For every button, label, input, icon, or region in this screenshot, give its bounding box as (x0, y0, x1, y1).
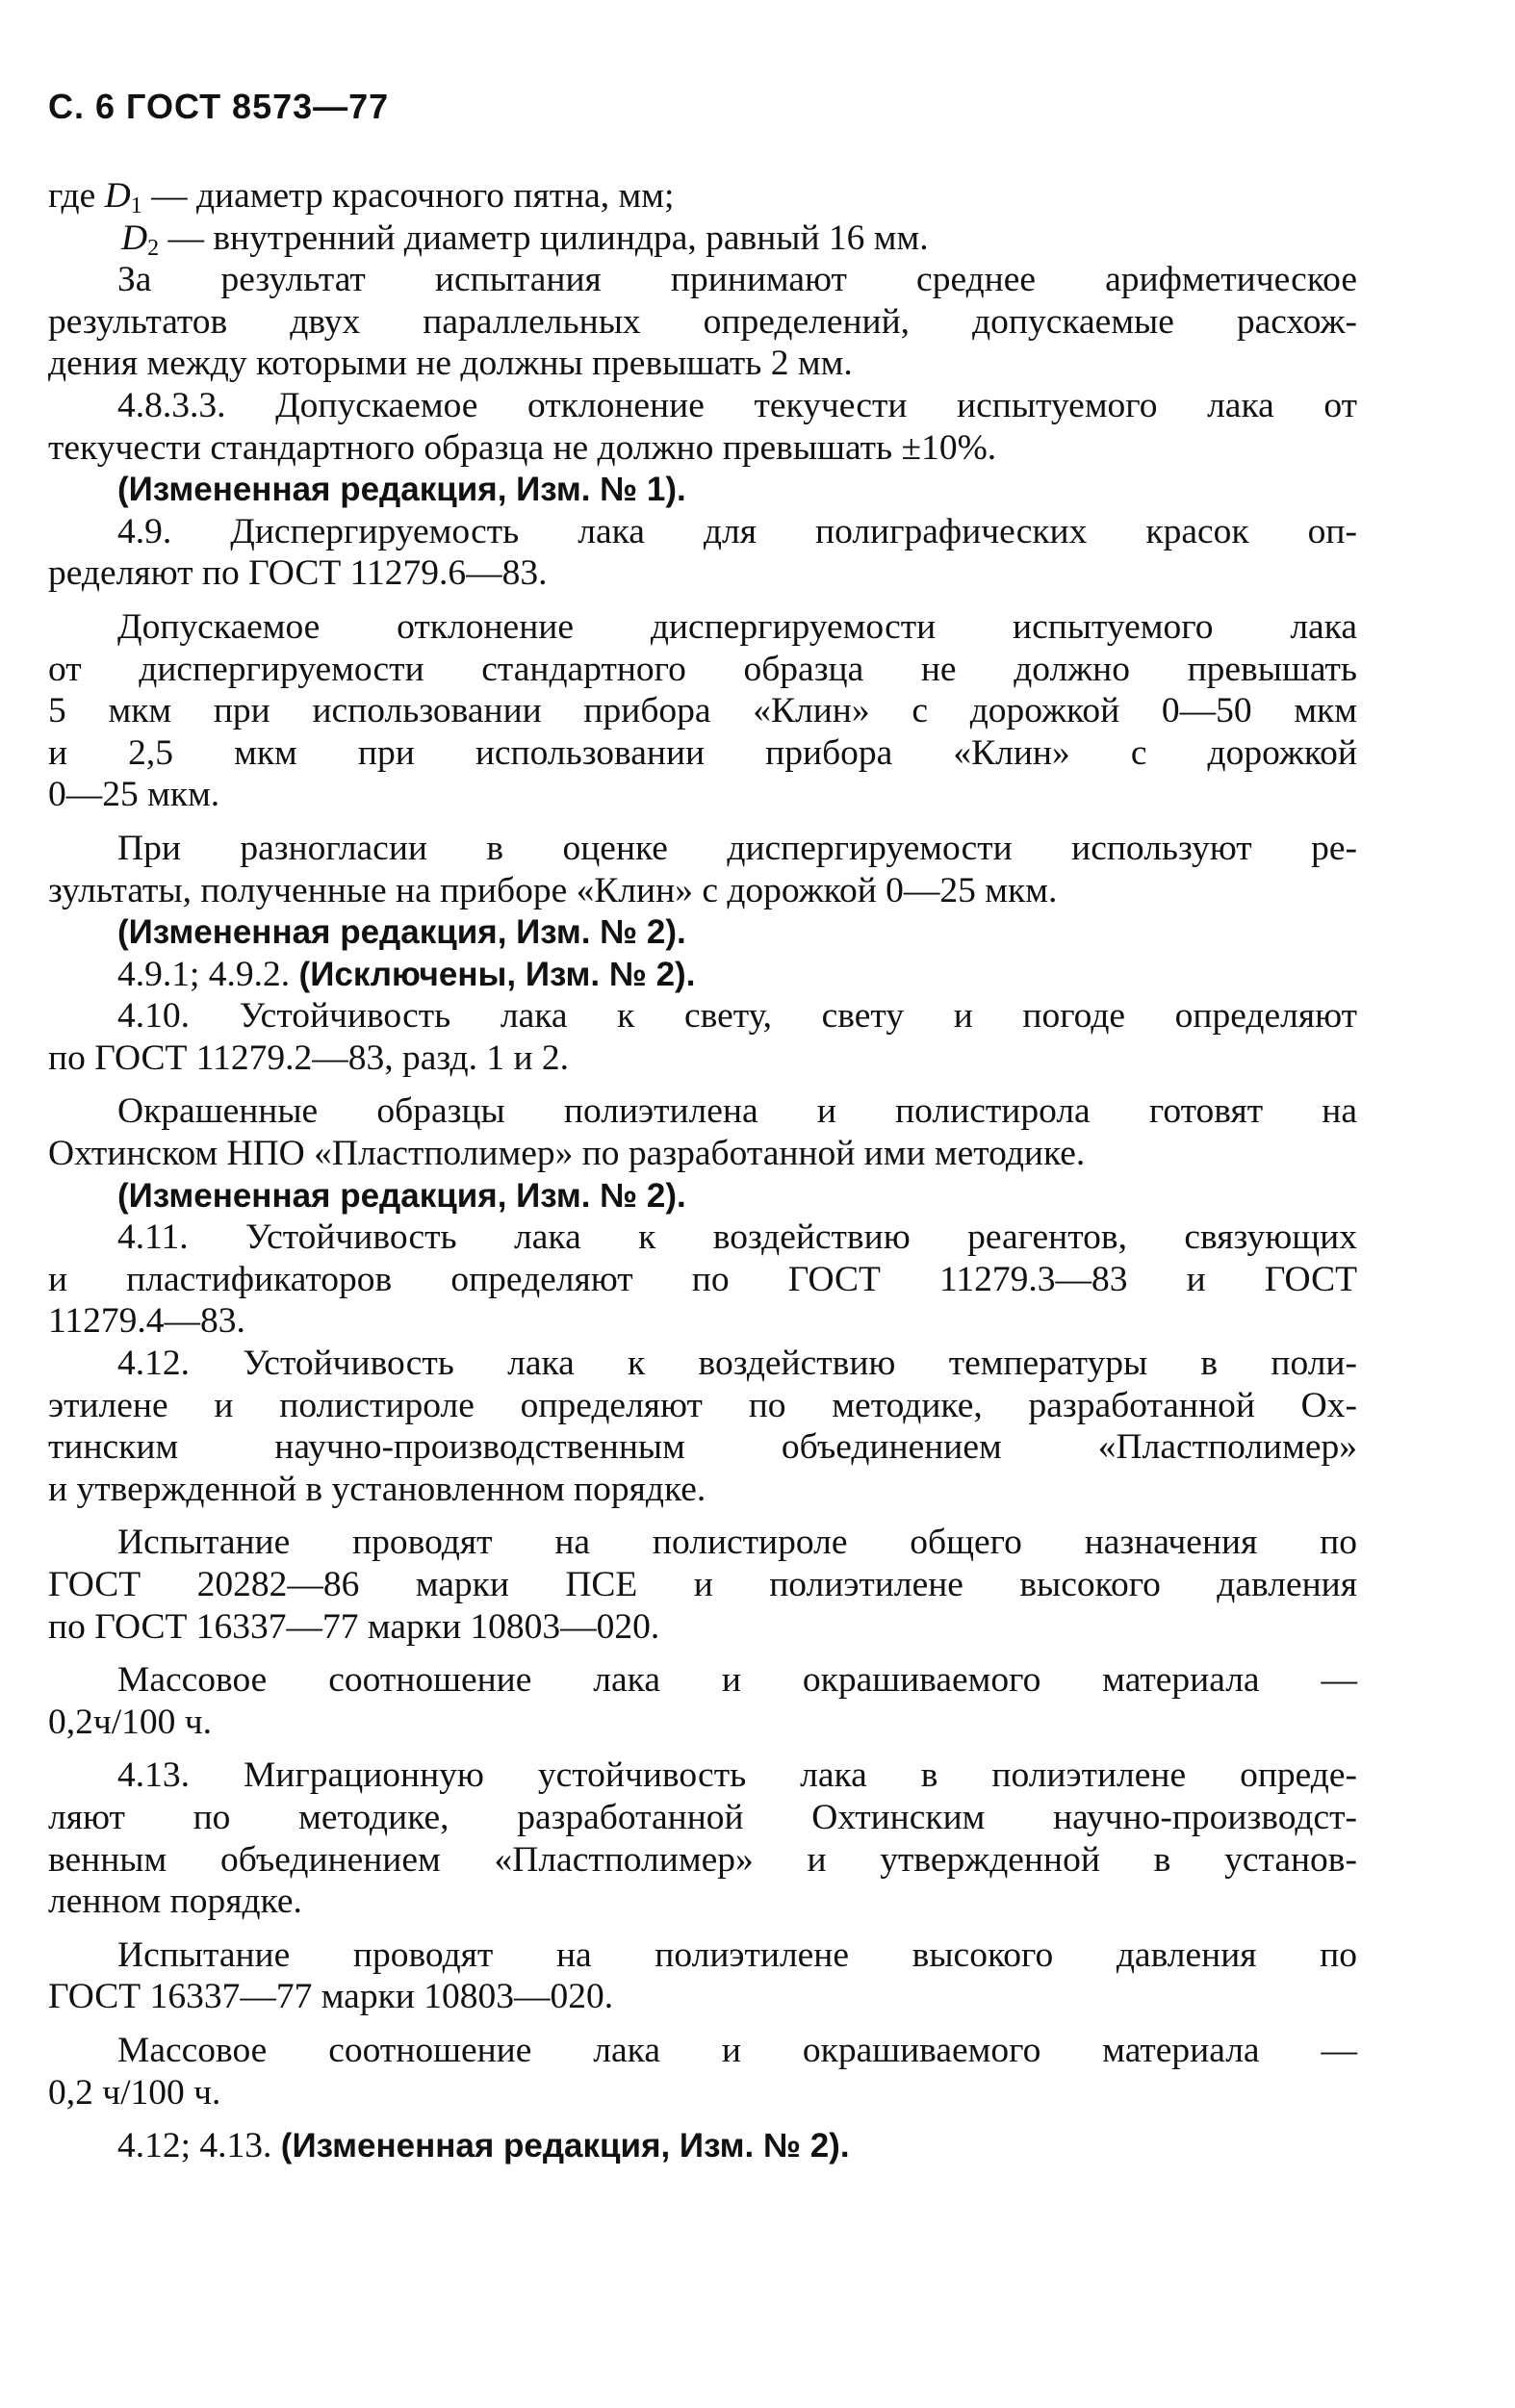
amendment-note: (Измененная редакция, Изм. № 1). (117, 471, 686, 509)
paragraph-line: венным объединением «Пластполимер» и утвержденной в установ- (48, 1839, 1357, 1880)
paragraph-line: и пластификаторов определяют по ГОСТ 11279.3—83 и ГОСТ (48, 1259, 1357, 1299)
paragraph-line: Массовое соотношение лака и окрашиваемого материала — (117, 1660, 1357, 1701)
clause-number: 4.12; 4.13. (117, 2126, 281, 2166)
formula-legend-d2 (48, 218, 1357, 260)
paragraph-line: За результат испытания принимают среднее арифметическое (117, 260, 1357, 300)
paragraph-line: 0—25 мкм. (48, 775, 220, 815)
symbol-d: D (104, 176, 131, 216)
paragraph-line: текучести стандартного образца не должно превышать ±10%. (48, 427, 997, 468)
page-header: С. 6 ГОСТ 8573—77 (48, 87, 390, 126)
paragraph-line: по ГОСТ 11279.2—83, разд. 1 и 2. (48, 1037, 570, 1078)
paragraph-line: Охтинском НПО «Пластполимер» по разработанной ими методике. (48, 1134, 1086, 1174)
paragraph-line: Массовое соотношение лака и окрашиваемого материала — (117, 2030, 1357, 2070)
paragraph-line: ределяют по ГОСТ 11279.6—83. (48, 553, 548, 594)
clause-number: 4.9.1; 4.9.2. (117, 954, 299, 994)
clause-4-8-3-3: 4.8.3.3. Допускаемое отклонение текучести испытуемого лака от (117, 385, 1357, 425)
symbol-subscript: 2 (147, 235, 160, 261)
paragraph-line: тинским научно-производственным объединением «Пластполимер» (48, 1427, 1357, 1468)
paragraph-line: Испытание проводят на полистироле общего назначения по (117, 1523, 1357, 1563)
amendment-note: (Измененная редакция, Изм. № 2). (280, 2127, 850, 2165)
formula-legend-d1 (48, 175, 1357, 218)
paragraph-line: ляют по методике, разработанной Охтинским научно-производст- (48, 1797, 1357, 1837)
amendment-note: (Исключены, Изм. № 2). (298, 955, 696, 993)
symbol-subscript: 1 (130, 193, 142, 218)
paragraph-line: 5 мкм при использовании прибора «Клин» с дорожкой 0—50 мкм (48, 691, 1357, 731)
paragraph-line: зультаты, полученные на приборе «Клин» с дорожкой 0—25 мкм. (48, 870, 1058, 910)
amendment-note: (Измененная редакция, Изм. № 2). (117, 1176, 686, 1215)
clause-4-9-1 (48, 954, 1357, 996)
paragraph-line: от диспергируемости стандартного образца не должно превышать (48, 649, 1357, 689)
clause-4-12-4-13-amendment (48, 2125, 1357, 2167)
clause-4-9: 4.9. Диспергируемость лака для полиграфических красок оп- (117, 511, 1357, 551)
paragraph-line: и 2,5 мкм при использовании прибора «Клин» с дорожкой (48, 732, 1357, 773)
clause-4-13: 4.13. Миграционную устойчивость лака в полиэтилене опреде- (117, 1755, 1357, 1796)
clause-4-11: 4.11. Устойчивость лака к воздействию реагентов, связующих (117, 1217, 1357, 1258)
paragraph-line: дения между которыми не должны превышать 2 мм. (48, 344, 853, 384)
clause-4-10: 4.10. Устойчивость лака к свету, свету и погоде определяют (117, 996, 1357, 1037)
symbol-d: D (121, 218, 148, 258)
paragraph-line: ленном порядке. (48, 1882, 302, 1922)
paragraph-line: этилене и полистироле определяют по методике, разработанной Ох- (48, 1385, 1357, 1425)
clause-4-12: 4.12. Устойчивость лака к воздействию температуры в поли- (117, 1344, 1357, 1384)
paragraph-line: ГОСТ 16337—77 марки 10803—020. (48, 1977, 614, 2017)
legend-where: где (48, 176, 105, 216)
paragraph-line: При разногласии в оценке диспергируемости используют ре- (117, 828, 1357, 868)
paragraph-line: 11279.4—83. (48, 1301, 245, 1342)
paragraph-line: 0,2 ч/100 ч. (48, 2072, 221, 2113)
paragraph-line: Испытание проводят на полиэтилене высокого давления по (117, 1934, 1357, 1975)
legend-text: — диаметр красочного пятна, мм; (141, 176, 675, 216)
paragraph-line: Допускаемое отклонение диспергируемости испытуемого лака (117, 606, 1357, 647)
legend-text: — внутренний диаметр цилиндра, равный 16 мм. (159, 218, 929, 258)
paragraph-line: и утвержденной в установленном порядке. (48, 1469, 706, 1509)
paragraph-line: ГОСТ 20282—86 марки ПСЕ и полиэтилене высокого давления (48, 1565, 1357, 1604)
amendment-note: (Измененная редакция, Изм. № 2). (117, 913, 686, 952)
paragraph-line: результатов двух параллельных определений, допускаемые расхож- (48, 301, 1357, 342)
document-body (48, 175, 1357, 2167)
paragraph-line: 0,2ч/100 ч. (48, 1702, 213, 1742)
paragraph-line: Окрашенные образцы полиэтилена и полистирола готовят на (117, 1091, 1357, 1132)
paragraph-line: по ГОСТ 16337—77 марки 10803—020. (48, 1606, 660, 1647)
